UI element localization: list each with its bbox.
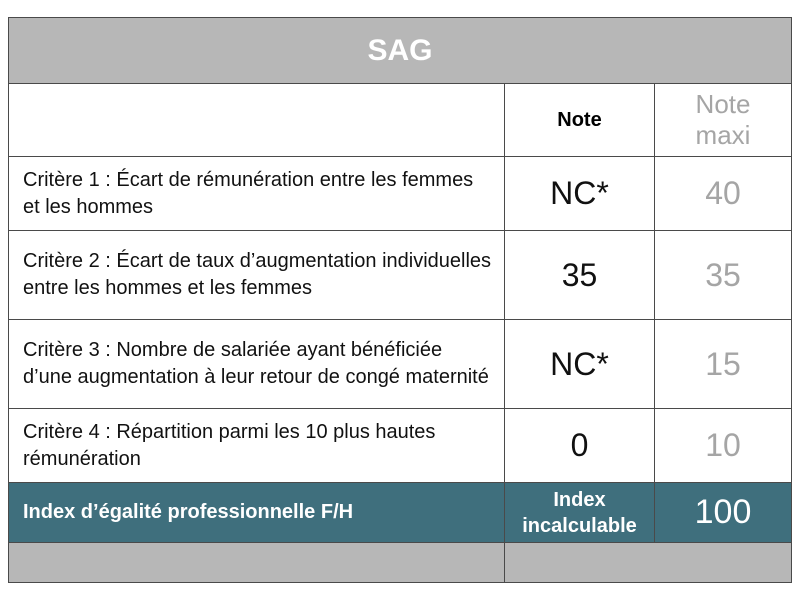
equality-index-table: [8, 17, 792, 583]
criterion-max: 15: [655, 320, 792, 409]
index-total: 100: [655, 483, 792, 543]
criterion-note: 0: [505, 409, 655, 483]
note-max-line2: maxi: [695, 120, 751, 150]
criterion-label: Critère 3 : Nombre de salariée ayant bénéficiée d’une augmentation à leur retour de congé maternité: [9, 320, 505, 409]
note-max-header: [655, 84, 792, 157]
criterion-label: Critère 1 : Écart de rémunération entre les femmes et les hommes: [9, 157, 505, 231]
footer-cell-left: [9, 543, 505, 583]
criterion-label: Critère 4 : Répartition parmi les 10 plus hautes rémunération: [9, 409, 505, 483]
criterion-label: Critère 2 : Écart de taux d’augmentation individuelles entre les hommes et les femmes: [9, 231, 505, 320]
index-status: [505, 483, 655, 543]
index-status-line2: incalculable: [522, 514, 637, 537]
title-row: [9, 18, 792, 84]
criterion-max: 40: [655, 157, 792, 231]
criterion-note: NC*: [505, 157, 655, 231]
criterion-note: NC*: [505, 320, 655, 409]
criterion-max: 35: [655, 231, 792, 320]
index-status-line1: Index: [553, 488, 606, 511]
footer-row: [9, 543, 792, 583]
criterion-max: 10: [655, 409, 792, 483]
note-header: Note: [505, 84, 655, 157]
footer-cell-right: [505, 543, 792, 583]
criterion-note: 35: [505, 231, 655, 320]
header-row: [9, 84, 792, 157]
table-row: [9, 320, 792, 409]
note-max-line1: Note: [695, 89, 751, 119]
table-row: [9, 409, 792, 483]
table-row: [9, 231, 792, 320]
table-title: SAG: [9, 18, 792, 84]
index-row: [9, 483, 792, 543]
index-label: Index d’égalité professionnelle F/H: [9, 483, 505, 543]
header-empty-cell: [9, 84, 505, 157]
table-row: [9, 157, 792, 231]
